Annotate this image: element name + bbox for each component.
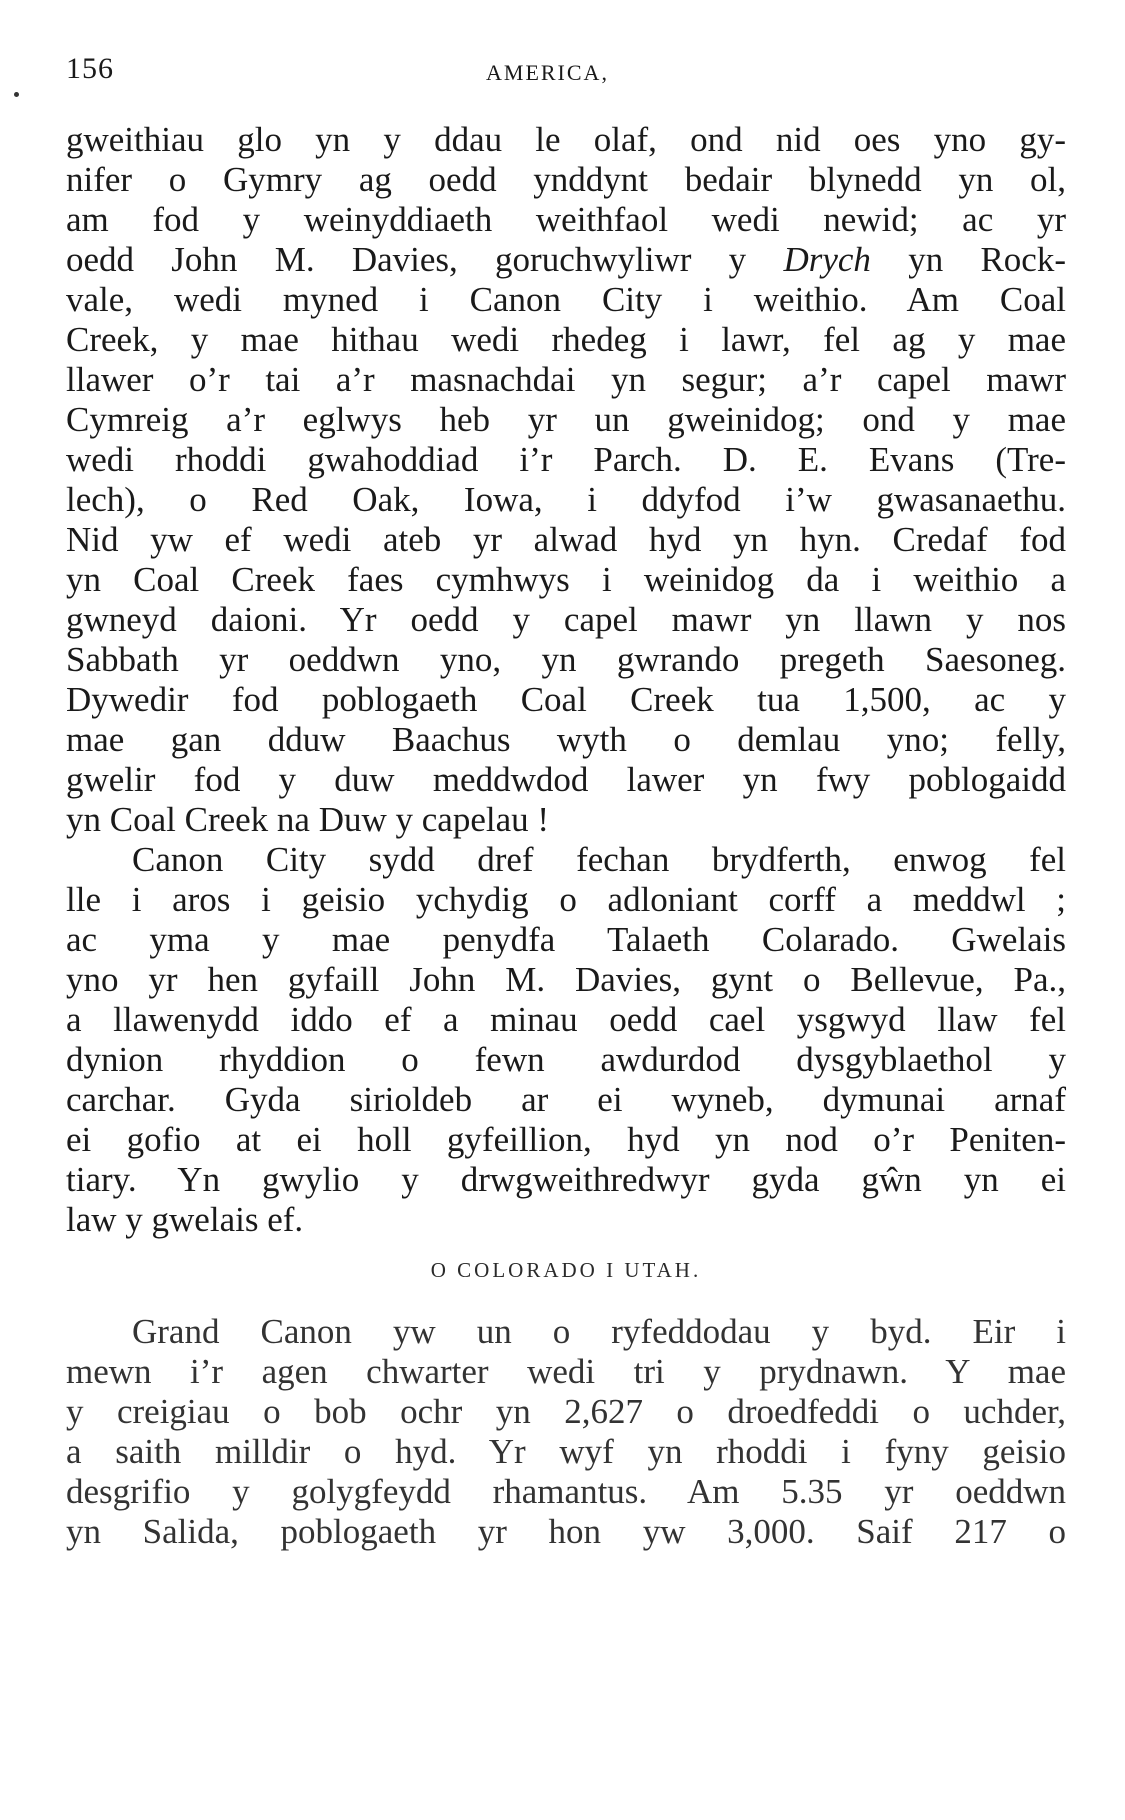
newspaper-title-drych: Drych (783, 240, 871, 279)
text-line: wedi rhoddi gwahoddiad i’r Parch. D. E. Evans (Tre- (66, 440, 1066, 479)
page-number: 156 (66, 52, 114, 85)
text-line-with-italic (66, 240, 1066, 280)
text-line: nifer o Gymry ag oedd ynddynt bedair blynedd yn ol, (66, 160, 1066, 199)
text-line: llawer o’r tai a’r masnachdai yn segur; a’r capel mawr (66, 360, 1066, 399)
section-heading: O COLORADO I UTAH. (430, 1258, 702, 1282)
text-line: Creek, y mae hithau wedi rhedeg i lawr, fel ag y mae (66, 320, 1066, 359)
text-line: tiary. Yn gwylio y drwgweithredwyr gyda gŵn yn ei (66, 1160, 1066, 1199)
text-line: Grand Canon yw un o ryfeddodau y byd. Eir i (132, 1312, 1066, 1351)
text-line: vale, wedi myned i Canon City i weithio. Am Coal (66, 280, 1066, 319)
body-text (66, 120, 1066, 1552)
text-line: desgrifio y golygfeydd rhamantus. Am 5.35 yr oeddwn (66, 1472, 1066, 1511)
text-line: yno yr hen gyfaill John M. Davies, gynt o Bellevue, Pa., (66, 960, 1066, 999)
text-line: ei gofio at ei holl gyfeillion, hyd yn nod o’r Peniten- (66, 1120, 1066, 1159)
text-line: ac yma y mae penydfa Talaeth Colarado. Gwelais (66, 920, 1066, 959)
text-line: gwelir fod y duw meddwdod lawer yn fwy poblogaidd (66, 760, 1066, 799)
text-line: y creigiau o bob ochr yn 2,627 o droedfeddi o uchder, (66, 1392, 1066, 1431)
text-line: gwneyd daioni. Yr oedd y capel mawr yn llawn y nos (66, 600, 1066, 639)
text-line: lech), o Red Oak, Iowa, i ddyfod i’w gwasanaethu. (66, 480, 1066, 519)
text-line: yn Salida, poblogaeth yr hon yw 3,000. Saif 217 o (66, 1512, 1066, 1551)
stray-ink-mark (14, 92, 19, 97)
text-line: yn Coal Creek na Duw y capelau ! (66, 800, 550, 839)
text-line: carchar. Gyda sirioldeb ar ei wyneb, dymunai arnaf (66, 1080, 1066, 1119)
text-line: dynion rhyddion o fewn awdurdod dysgyblaethol y (66, 1040, 1066, 1079)
text-line: Dywedir fod poblogaeth Coal Creek tua 1,500, ac y (66, 680, 1066, 719)
text-line: mewn i’r agen chwarter wedi tri y prydnawn. Y mae (66, 1352, 1066, 1391)
text-line: a llawenydd iddo ef a minau oedd cael ysgwyd llaw fel (66, 1000, 1066, 1039)
text-line: a saith milldir o hyd. Yr wyf yn rhoddi i fyny geisio (66, 1432, 1066, 1471)
text-line: Cymreig a’r eglwys heb yr un gweinidog; ond y mae (66, 400, 1066, 439)
text-line: mae gan dduw Baachus wyth o demlau yno; felly, (66, 720, 1066, 759)
page-header (66, 52, 1066, 92)
paragraph-3 (66, 1312, 1066, 1552)
paragraph-2 (66, 840, 1066, 1240)
text-line: yn Coal Creek faes cymhwys i weinidog da i weithio a (66, 560, 1066, 599)
text-line: law y gwelais ef. (66, 1200, 304, 1239)
text-line: am fod y weinyddiaeth weithfaol wedi newid; ac yr (66, 200, 1066, 239)
text-line: lle i aros i geisio ychydig o adloniant corff a meddwl ; (66, 880, 1066, 919)
text-line: gweithiau glo yn y ddau le olaf, ond nid oes yno gy- (66, 120, 1066, 159)
text-line-tail: yn Rock- (870, 240, 1066, 279)
text-line-head: oedd John M. Davies, goruchwyliwr y (66, 240, 784, 279)
paragraph-1 (66, 120, 1066, 840)
text-line: Nid yw ef wedi ateb yr alwad hyd yn hyn. Credaf fod (66, 520, 1066, 559)
text-line: Sabbath yr oeddwn yno, yn gwrando pregeth Saesoneg. (66, 640, 1066, 679)
text-line: Canon City sydd dref fechan brydferth, enwog fel (132, 840, 1066, 879)
running-head: AMERICA, (486, 60, 609, 85)
